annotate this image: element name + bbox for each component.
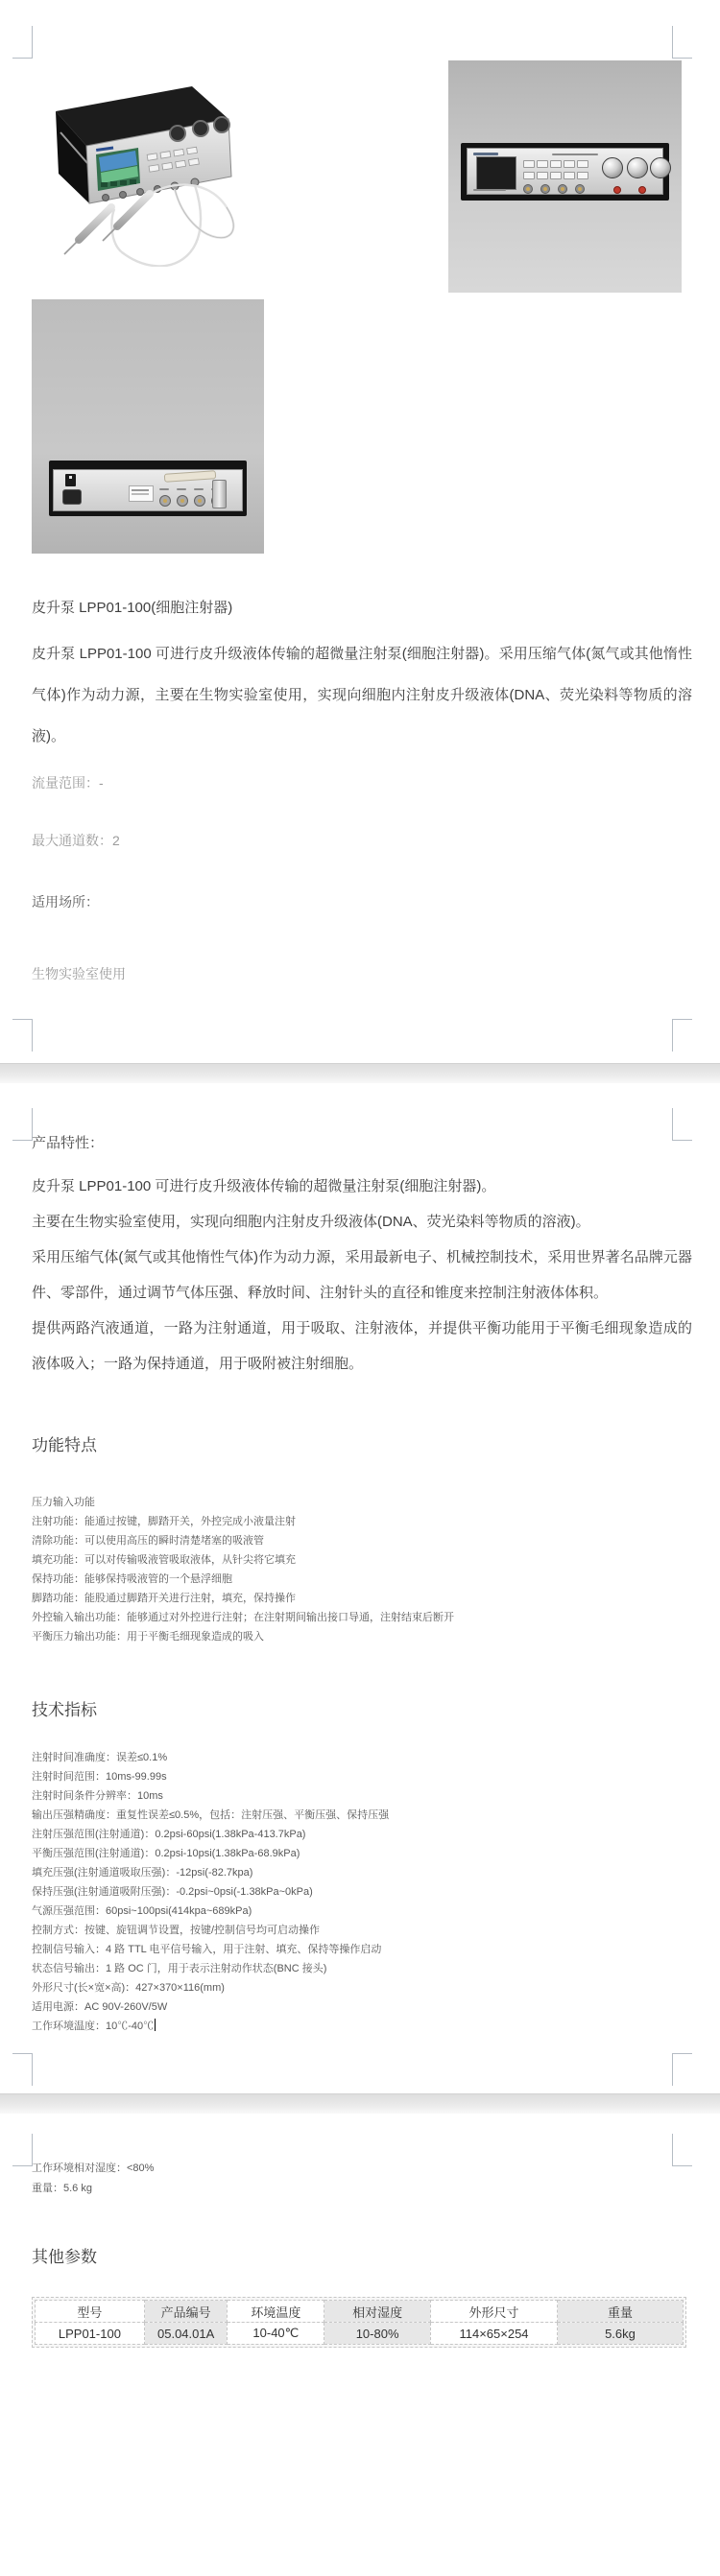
flow-range-text: 流量范围：- (32, 775, 104, 791)
power-inlet (62, 489, 82, 505)
product-description: 皮升泵 LPP01-100 可进行皮升级液体传输的超微量注射泵(细胞注射器)。采用压缩气体(氮气或其他惰性气体)作为动力源，主要在生物实验室使用，实现向细胞内注射皮升级液体(DNA、荧光染料等物质的溶液)。 (32, 646, 692, 744)
device-illustration-angled (29, 58, 255, 267)
function-item: 平衡压力输出功能：用于平衡毛细现象造成的吸入 (32, 1631, 264, 1642)
spec-item: 外形尺寸(长×宽×高)：427×370×116(mm) (32, 1982, 225, 1994)
spec-item: 状态信号输出：1 路 OC 门，用于表示注射动作状态(BNC 接头) (32, 1963, 327, 1974)
page-title: 皮升泵 LPP01-100(细胞注射器) (32, 600, 233, 616)
page-corner-mark (12, 2053, 33, 2086)
page-corner-mark (12, 26, 33, 59)
spec-list (32, 1748, 692, 2036)
function-heading: 功能特点 (32, 1436, 97, 1454)
product-photo-back (32, 299, 264, 554)
indicator-button (613, 186, 621, 194)
device-front-illustration (461, 143, 669, 201)
table-cell: LPP01-100 (36, 2323, 145, 2345)
spec-item: 保持压强(注射通道吸附压强)：-0.2psi~0psi(-1.38kPa~0kPa) (32, 1886, 313, 1898)
serial-label (129, 485, 154, 502)
air-filter (212, 480, 227, 508)
spec-item: 注射时间范围：10ms-99.99s (32, 1771, 167, 1783)
page-corner-mark (672, 1019, 692, 1052)
spec-item: 输出压强精确度：重复性误差≤0.5%，包括：注射压强、平衡压强、保持压强 (32, 1809, 390, 1821)
page-separator (0, 1063, 720, 1083)
specs-heading: 技术指标 (32, 1701, 97, 1719)
table-header-cell: 型号 (36, 2301, 145, 2323)
page-corner-mark (672, 2053, 692, 2086)
function-item: 注射功能：能通过按键，脚踏开关，外控完成小液量注射 (32, 1516, 296, 1527)
table-cell: 10-80% (324, 2323, 431, 2345)
page-corner-mark (12, 1108, 33, 1141)
panel-model-text (552, 154, 598, 155)
air-tube (164, 470, 216, 483)
function-item: 脚踏功能：能股通过脚踏开关进行注射，填充，保持操作 (32, 1593, 296, 1604)
spec-item: 注射时间条件分辨率：10ms (32, 1790, 163, 1802)
spec-item: 注射压强范围(注射通道)：0.2psi-60psi(1.38kPa-413.7kPa) (32, 1829, 306, 1840)
control-knob (627, 157, 648, 178)
other-params-heading: 其他参数 (32, 2248, 97, 2266)
table-cell: 114×65×254 (431, 2323, 558, 2345)
page-corner-mark (12, 2134, 33, 2166)
feature-paragraph: 皮升泵 LPP01-100 可进行皮升级液体传输的超微量注射泵(细胞注射器)。 (32, 1178, 496, 1194)
function-item: 清除功能：可以使用高压的瞬时清楚堵塞的吸液管 (32, 1535, 264, 1547)
params-table (35, 2300, 684, 2345)
function-item: 外控输入输出功能：能够通过对外控进行注射；在注射期间输出接口导通，注射结束后断开 (32, 1612, 454, 1623)
table-cell: 5.6kg (557, 2323, 683, 2345)
page-corner-mark (672, 2134, 692, 2166)
table-row (36, 2323, 684, 2345)
feature-paragraph: 提供两路汽液通道，一路为注射通道，用于吸取、注射液体，并提供平衡功能用于平衡毛细现象造成的液体吸入；一路为保持通道，用于吸附被注射细胞。 (32, 1320, 692, 1372)
control-knob (602, 157, 623, 178)
indicator-button (638, 186, 646, 194)
spec-item: 适用电源：AC 90V-260V/5W (32, 2001, 168, 2013)
device-rear-illustration (49, 461, 247, 516)
table-header-cell: 重量 (557, 2301, 683, 2323)
page-corner-mark (12, 1019, 33, 1052)
control-knob (650, 157, 671, 178)
spec-item-text: 工作环境温度：10℃-40℃ (32, 2021, 155, 2032)
page-corner-mark (672, 1108, 692, 1141)
section-title-features: 产品特性： (32, 1135, 105, 1151)
feature-paragraph: 主要在生物实验室使用，实现向细胞内注射皮升级液体(DNA、荧光染料等物质的溶液)。 (32, 1214, 590, 1230)
spec-item: 填充压强(注射通道吸取压强)：-12psi(-82.7kpa) (32, 1867, 253, 1879)
spec-item: 注射时间准确度：误差≤0.1% (32, 1752, 168, 1763)
table-cell: 10-40℃ (228, 2323, 324, 2345)
table-header-cell: 外形尺寸 (431, 2301, 558, 2323)
table-cell: 05.04.01A (144, 2323, 228, 2345)
spec-item (32, 2017, 692, 2036)
table-header-cell: 相对湿度 (324, 2301, 431, 2323)
function-list (32, 1493, 692, 1646)
panel-url-text (473, 189, 506, 191)
power-switch (65, 474, 76, 486)
function-item: 压力输入功能 (32, 1497, 95, 1508)
usage-label: 适用场所： (32, 894, 99, 910)
spec-item: 控制信号输入：4 路 TTL 电平信号输入，用于注射、填充、保持等操作启动 (32, 1944, 382, 1955)
function-item: 保持功能：能够保持吸液管的一个悬浮细胞 (32, 1573, 232, 1585)
feature-paragraph: 采用压缩气体(氮气或其他惰性气体)作为动力源，采用最新电子、机械控制技术，采用世界著名品牌元器件、零部件，通过调节气体压强、释放时间、注射针头的直径和锥度来控制注射液体体积。 (32, 1249, 692, 1301)
product-photo-front-angled (29, 58, 255, 267)
weight-text: 重量：5.6 kg (32, 2183, 92, 2194)
brand-logo (473, 153, 498, 155)
usage-value: 生物实验室使用 (32, 966, 126, 981)
page-separator (0, 2093, 720, 2114)
params-table-wrapper (32, 2297, 686, 2348)
table-header-cell: 环境温度 (228, 2301, 324, 2323)
text-caret (155, 2019, 156, 2031)
function-item: 填充功能：可以对传输吸液管吸取液体，从针尖将它填充 (32, 1554, 296, 1566)
spec-item: 气源压强范围：60psi~100psi(414kpa~689kPa) (32, 1905, 252, 1917)
product-photo-front (448, 60, 682, 293)
table-header-row (36, 2301, 684, 2323)
humidity-text: 工作环境相对湿度：<80% (32, 2162, 155, 2174)
page-corner-mark (672, 26, 692, 59)
spec-item: 控制方式：按键、旋钮调节设置，按键/控制信号均可启动操作 (32, 1925, 321, 1936)
max-channels-text: 最大通道数：2 (32, 833, 120, 848)
device-screen (476, 156, 516, 190)
table-header-cell: 产品编号 (144, 2301, 228, 2323)
spec-item: 平衡压强范围(注射通道)：0.2psi-10psi(1.38kPa-68.9kPa) (32, 1848, 300, 1859)
